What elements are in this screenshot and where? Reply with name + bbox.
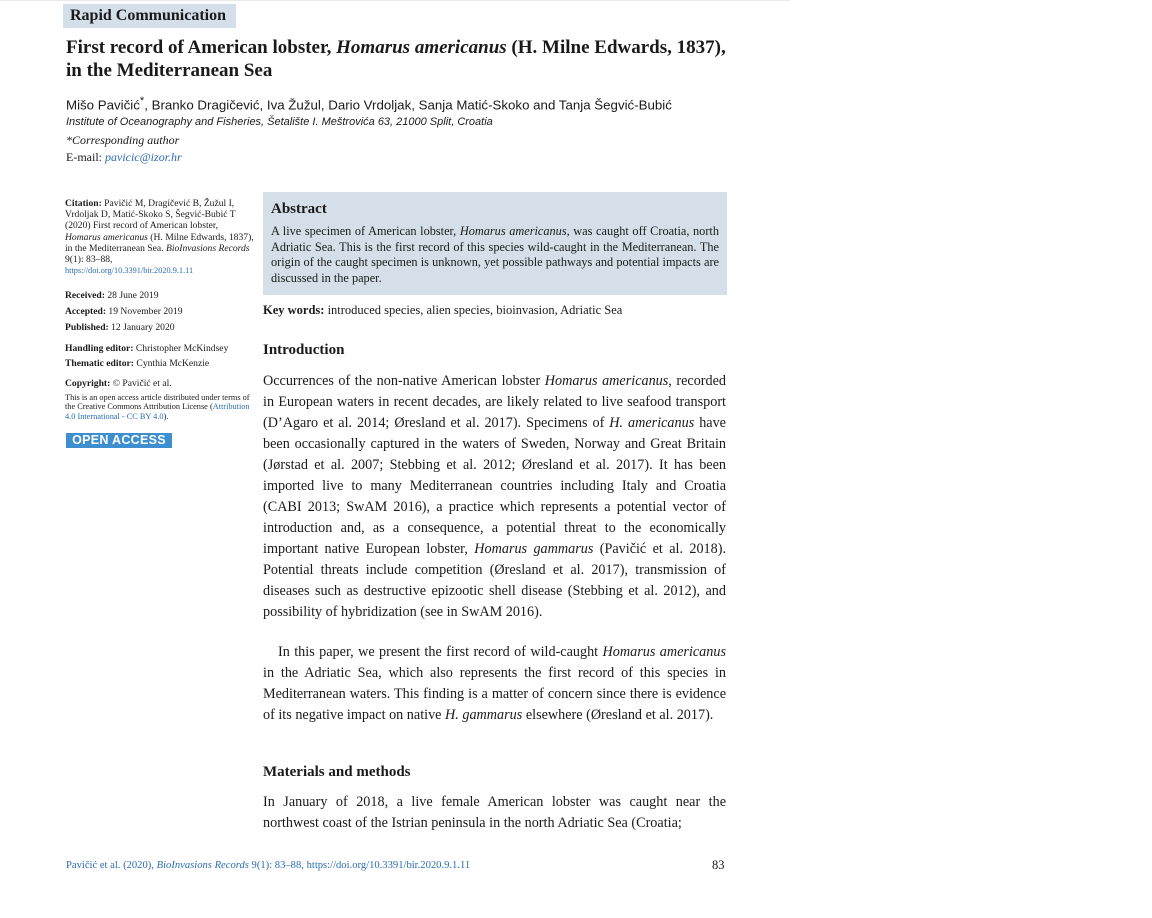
author-list bbox=[66, 95, 672, 112]
footer-volume: 9(1): 83–88, bbox=[248, 860, 307, 871]
abstract-species: Homarus americanus bbox=[459, 224, 567, 238]
introduction-paragraph-1 bbox=[263, 371, 726, 623]
introduction-heading: Introduction bbox=[263, 342, 345, 358]
abstract-text bbox=[271, 224, 719, 286]
abstract-text-1: A live specimen of American lobster, bbox=[271, 224, 460, 238]
intro-p1-e: have been occasionally captured in the waters of Sweden, Norway and Great Britain (Jørstad et al. 2007; Stebbing et al. 2012; Øresland et al. 2017). It has been imported live to many Mediterranean countries including Italy and Croatia (CABI 2013; SwAM 2016), a practice which represents a potential vector of introduction and, as a consequence, a potential threat to the economically important native European lobster, bbox=[263, 415, 726, 557]
citation-block bbox=[65, 198, 255, 276]
license-text: This is an open access article distributed under terms of the Creative Commons Attribution License ( bbox=[65, 393, 250, 412]
copyright-line bbox=[65, 378, 255, 389]
intro-p1-species-2: H. americanus bbox=[609, 415, 695, 431]
page-top-border bbox=[0, 0, 790, 1]
copyright-value: © Pavičić et al. bbox=[110, 378, 172, 389]
intro-p1-g: (Pavičić et al. 2018). Potential threats include competition (Øresland et al. 2017), transmission of diseases such as destructive epizootic shell disease (Stebbing et al. 2012), and possibility of hybridization (see in SwAM 2016). bbox=[263, 541, 727, 620]
open-access-badge: OPEN ACCESS bbox=[66, 433, 172, 448]
citation-species: Homarus americanus bbox=[65, 231, 148, 243]
title-part-2: (H. Milne Edwards, 1837), in the Mediterranean Sea bbox=[66, 37, 726, 81]
received-date bbox=[65, 290, 255, 301]
handling-editor-value: Christopher McKindsey bbox=[133, 343, 229, 354]
email-link[interactable]: pavicic@izor.hr bbox=[105, 150, 182, 164]
received-label: Received: bbox=[65, 290, 105, 301]
accepted-date bbox=[65, 306, 255, 317]
received-value: 28 June 2019 bbox=[104, 290, 159, 301]
page-number: 83 bbox=[712, 858, 725, 872]
email-line bbox=[66, 150, 182, 165]
citation-text-1: Pavičić M, Dragičević B, Žužul I, Vrdoljak D, Matić-Skoko S, Šegvić-Bubić T (2020) First record of American lobster, bbox=[65, 198, 236, 232]
methods-paragraph-1: In January of 2018, a live female American lobster was caught near the northwest coast of the Istrian peninsula in the north Adriatic Sea (Croatia; bbox=[263, 794, 726, 831]
affiliation: Institute of Oceanography and Fisheries, Šetalište I. Meštrovića 63, 21000 Split, Croatia bbox=[66, 116, 493, 128]
footer-doi-link[interactable]: https://doi.org/10.3391/bir.2020.9.1.11 bbox=[306, 860, 471, 871]
license-note bbox=[65, 393, 251, 421]
license-end: ). bbox=[163, 411, 169, 421]
intro-p2-species-2: H. gammarus bbox=[445, 707, 523, 723]
accepted-label: Accepted: bbox=[65, 306, 107, 317]
thematic-editor-value: Cynthia McKenzie bbox=[134, 358, 210, 369]
intro-p2-a: In this paper, we present the first record of wild-caught bbox=[278, 644, 603, 660]
abstract-text-2: , was caught off Croatia, north Adriatic Sea. This is the first record of this species wild-caught in the Mediterranean. The origin of the caught specimen is unknown, yet possible pathways and potential impacts are discussed in the paper. bbox=[271, 224, 719, 285]
first-author: Mišo Pavičić bbox=[66, 97, 140, 113]
other-authors: , Branko Dragičević, Iva Žužul, Dario Vrdoljak, Sanja Matić-Skoko and Tanja Šegvić-Bubić bbox=[144, 97, 672, 113]
intro-p1-species-1: Homarus americanus bbox=[544, 373, 669, 389]
handling-editor-label: Handling editor: bbox=[65, 343, 134, 354]
introduction-paragraph-2 bbox=[263, 642, 726, 726]
thematic-editor bbox=[65, 358, 255, 369]
citation-text-3: 9(1): 83–88, bbox=[65, 254, 113, 266]
citation-doi-link[interactable]: https://doi.org/10.3391/bir.2020.9.1.11 bbox=[65, 266, 194, 276]
license-link[interactable]: Attribution 4.0 International - CC BY 4.0 bbox=[65, 402, 250, 421]
published-label: Published: bbox=[65, 322, 109, 333]
intro-p2-c: in the Adriatic Sea, which also represents the first record of this species in Mediterranean waters. This finding is a matter of concern since there is evidence of its negative impact on native bbox=[263, 665, 726, 723]
keywords-value: introduced species, alien species, bioinvasion, Adriatic Sea bbox=[324, 303, 623, 317]
keywords-line bbox=[263, 303, 622, 318]
thematic-editor-label: Thematic editor: bbox=[65, 358, 135, 369]
corresponding-author-note: *Corresponding author bbox=[66, 133, 180, 147]
intro-p1-a: Occurrences of the non-native American lobster bbox=[263, 373, 545, 389]
accepted-value: 19 November 2019 bbox=[106, 306, 183, 317]
abstract-box bbox=[263, 192, 727, 295]
methods-heading: Materials and methods bbox=[263, 764, 411, 780]
citation-label: Citation: bbox=[65, 198, 102, 209]
copyright-label: Copyright: bbox=[65, 378, 111, 389]
email-label: E-mail: bbox=[66, 150, 105, 164]
corresponding-mark: * bbox=[139, 95, 145, 107]
keywords-label: Key words: bbox=[263, 303, 325, 317]
page-footer bbox=[66, 860, 470, 871]
title-species: Homarus americanus bbox=[336, 37, 507, 58]
handling-editor bbox=[65, 343, 255, 354]
intro-p2-species-1: Homarus americanus bbox=[602, 644, 726, 660]
footer-journal: BioInvasions Records bbox=[156, 860, 249, 871]
abstract-heading: Abstract bbox=[271, 201, 327, 217]
intro-p2-e: elsewhere (Øresland et al. 2017). bbox=[522, 707, 714, 723]
citation-journal: BioInvasions Records bbox=[165, 242, 250, 254]
title-part-1: First record of American lobster, bbox=[66, 37, 337, 58]
published-value: 12 January 2020 bbox=[108, 322, 175, 333]
article-type-badge: Rapid Communication bbox=[63, 4, 236, 28]
published-date bbox=[65, 322, 255, 333]
paper-title bbox=[66, 36, 746, 82]
footer-authors: Pavičić et al. (2020), bbox=[66, 860, 157, 871]
citation-text-2: (H. Milne Edwards, 1837), in the Mediterranean Sea. bbox=[65, 231, 254, 254]
intro-p1-species-3: Homarus gammarus bbox=[474, 541, 594, 557]
intro-p1-c: , recorded in European waters in recent decades, are likely related to live seafood transport (D’Agaro et al. 2014; Øresland et al. 2017). Specimens of bbox=[263, 373, 727, 431]
